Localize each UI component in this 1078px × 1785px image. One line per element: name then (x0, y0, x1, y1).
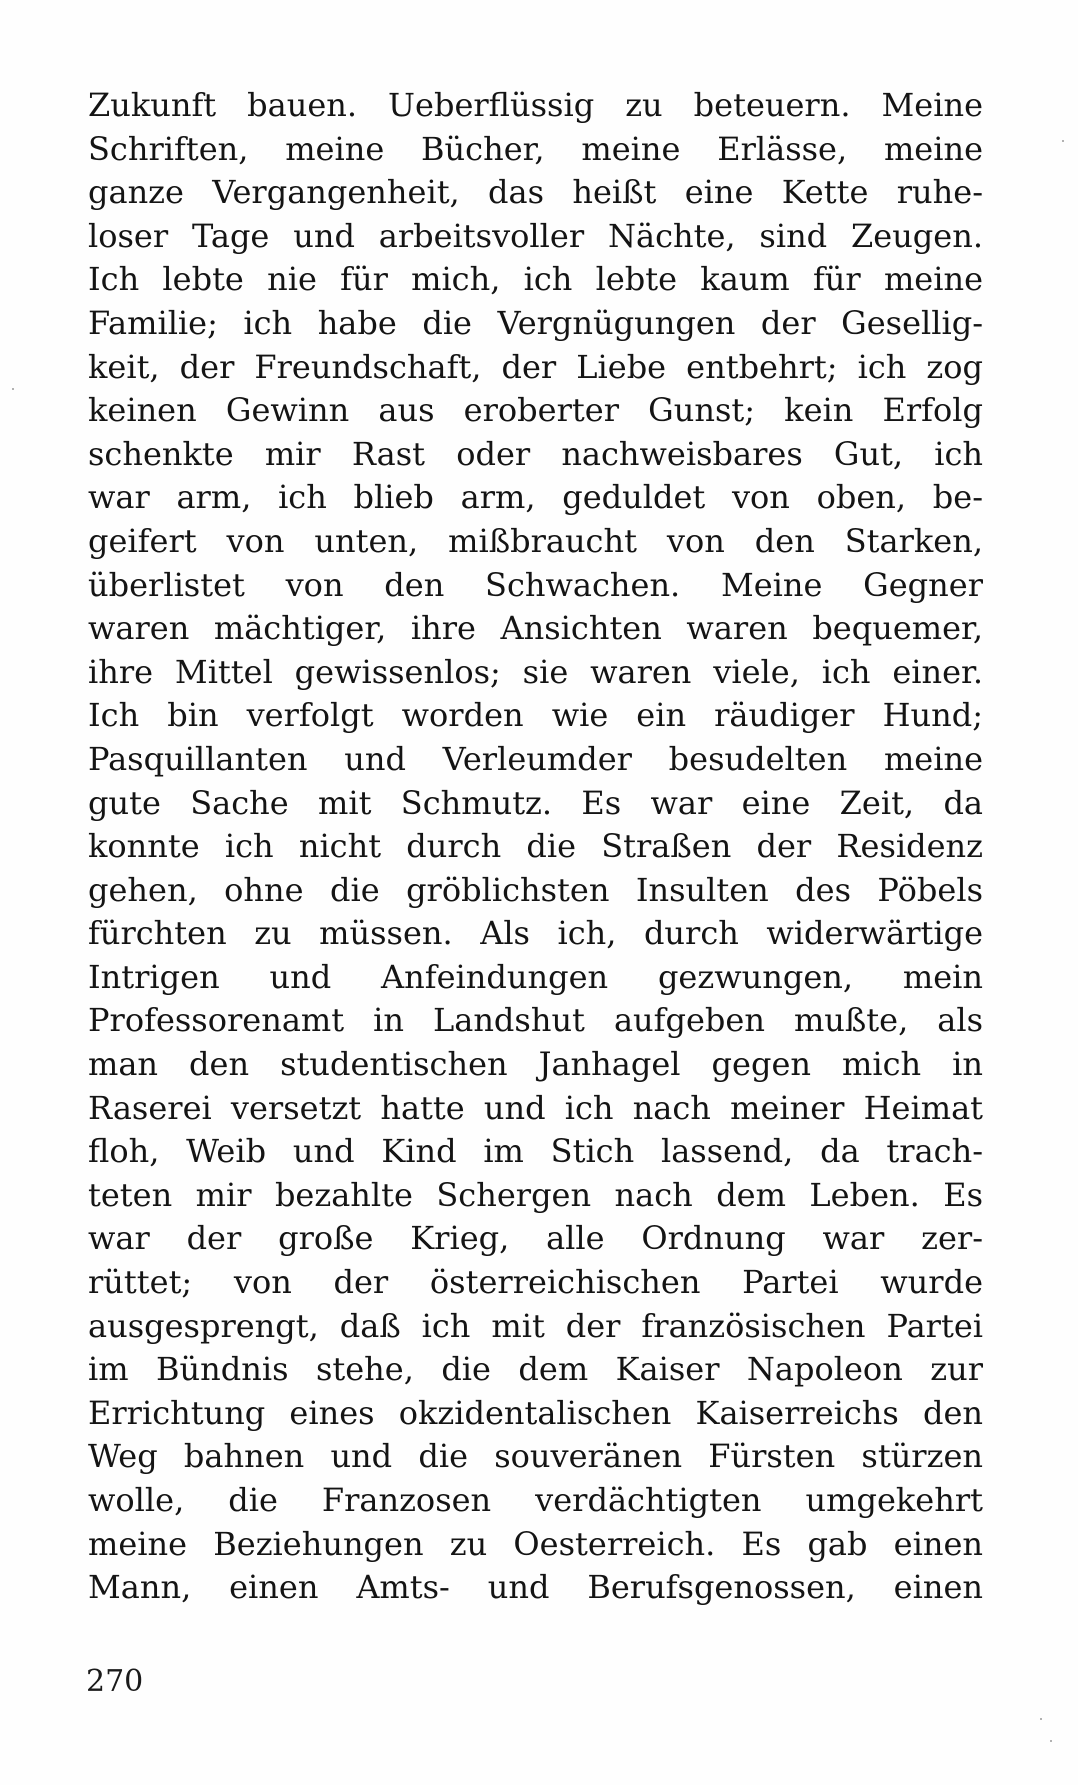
text-line: Mann, einen Amts- und Berufsgenossen, einen (88, 1568, 983, 1607)
paper-speck (1050, 1740, 1052, 1742)
page-number: 270 (86, 1664, 144, 1699)
paper-speck (1040, 1718, 1042, 1720)
text-line: überlistet von den Schwachen. Meine Gegner (88, 565, 983, 604)
text-line: Professorenamt in Landshut aufgeben mußte, als (88, 1001, 983, 1040)
text-line: schenkte mir Rast oder nachweisbares Gut, ich (88, 434, 983, 473)
text-line: keinen Gewinn aus eroberter Gunst; kein Erfolg (88, 391, 983, 430)
text-line: ganze Vergangenheit, das heißt eine Kette ruhe- (88, 173, 983, 212)
text-line: war arm, ich blieb arm, geduldet von oben, be- (88, 478, 983, 517)
text-line: Zukunft bauen. Ueberflüssig zu beteuern. Meine (88, 86, 983, 124)
text-line: Errichtung eines okzidentalischen Kaiserreichs den (88, 1393, 983, 1432)
text-line: man den studentischen Janhagel gegen mich in (88, 1045, 983, 1084)
text-line: konnte ich nicht durch die Straßen der Residenz (88, 827, 983, 866)
text-line: im Bündnis stehe, die dem Kaiser Napoleon zur (88, 1350, 983, 1389)
text-line: Pasquillanten und Verleumder besudelten meine (88, 739, 983, 778)
text-line: loser Tage und arbeitsvoller Nächte, sind Zeugen. (88, 216, 983, 255)
text-line: Schriften, meine Bücher, meine Erlässe, meine (88, 129, 983, 168)
text-line: Familie; ich habe die Vergnügungen der Gesellig- (88, 303, 983, 342)
text-line: war der große Krieg, alle Ordnung war zer- (88, 1219, 983, 1258)
paper-speck (12, 388, 14, 390)
text-line: Raserei versetzt hatte und ich nach meiner Heimat (88, 1088, 983, 1127)
text-line: waren mächtiger, ihre Ansichten waren bequemer, (88, 609, 983, 648)
text-line: teten mir bezahlte Schergen nach dem Leben. Es (88, 1175, 983, 1214)
text-line: keit, der Freundschaft, der Liebe entbehrt; ich zog (88, 347, 983, 386)
text-line: Ich lebte nie für mich, ich lebte kaum für meine (88, 260, 983, 299)
text-line: geifert von unten, mißbraucht von den Starken, (88, 521, 983, 560)
text-line: Ich bin verfolgt worden wie ein räudiger Hund; (88, 696, 983, 735)
body-text (88, 84, 983, 1610)
text-line: meine Beziehungen zu Oesterreich. Es gab einen (88, 1524, 983, 1563)
text-line: gehen, ohne die gröblichsten Insulten des Pöbels (88, 870, 983, 909)
text-line: gute Sache mit Schmutz. Es war eine Zeit, da (88, 783, 983, 822)
paper-speck (1062, 140, 1064, 142)
text-line: ausgesprengt, daß ich mit der französischen Partei (88, 1306, 983, 1345)
text-line: rüttet; von der österreichischen Partei wurde (88, 1263, 983, 1302)
text-line: wolle, die Franzosen verdächtigten umgekehrt (88, 1481, 983, 1519)
text-line: floh, Weib und Kind im Stich lassend, da trach- (88, 1132, 983, 1171)
text-line: ihre Mittel gewissenlos; sie waren viele, ich einer. (88, 652, 983, 691)
text-line: Weg bahnen und die souveränen Fürsten stürzen (88, 1437, 983, 1476)
text-line: fürchten zu müssen. Als ich, durch widerwärtige (88, 914, 983, 953)
text-line: Intrigen und Anfeindungen gezwungen, mein (88, 957, 983, 996)
